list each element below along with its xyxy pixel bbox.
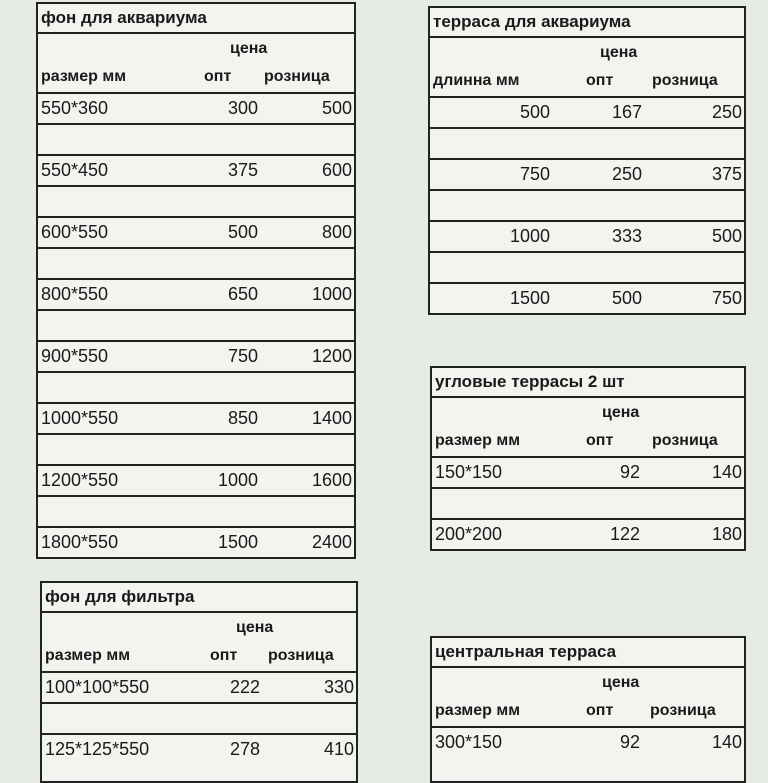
cell-retail: 1000 xyxy=(311,284,352,304)
table-row-empty xyxy=(38,249,354,280)
table-body xyxy=(430,98,744,313)
header-size: размер мм xyxy=(435,702,521,719)
cell-opt: 1500 xyxy=(217,532,258,552)
table-header xyxy=(42,613,356,673)
table-row-empty xyxy=(38,435,354,466)
cell-size: 300*150 xyxy=(435,732,503,752)
table-aquarium-background xyxy=(36,2,356,559)
table-row-empty xyxy=(38,311,354,342)
cell-size: 1800*550 xyxy=(41,532,119,552)
cell-size: 600*550 xyxy=(41,222,109,242)
table-row xyxy=(430,160,744,191)
header-size: длинна мм xyxy=(433,72,520,89)
cell-retail: 500 xyxy=(711,226,742,246)
table-row xyxy=(38,218,354,249)
header-price: цена xyxy=(230,40,268,57)
cell-opt: 250 xyxy=(611,164,642,184)
table-body xyxy=(42,673,356,764)
cell-size: 550*360 xyxy=(41,98,109,118)
cell-size: 100*100*550 xyxy=(45,677,150,697)
header-price: цена xyxy=(602,404,640,421)
table-title: фон для аквариума xyxy=(38,4,354,34)
cell-opt: 300 xyxy=(227,98,258,118)
header-price: цена xyxy=(602,674,640,691)
cell-opt: 333 xyxy=(611,226,642,246)
header-opt: опт xyxy=(586,702,614,719)
header-price: цена xyxy=(236,619,274,636)
cell-opt: 92 xyxy=(619,462,640,482)
cell-opt: 650 xyxy=(227,284,258,304)
cell-size: 150*150 xyxy=(435,462,503,482)
table-body xyxy=(432,728,744,757)
cell-size: 900*550 xyxy=(41,346,109,366)
cell-retail: 800 xyxy=(321,222,352,242)
table-row xyxy=(430,222,744,253)
cell-opt: 222 xyxy=(229,677,260,697)
header-opt: опт xyxy=(586,432,614,449)
table-row-empty xyxy=(430,191,744,222)
table-title: угловые террасы 2 шт xyxy=(432,368,744,398)
table-header xyxy=(430,38,744,98)
table-row xyxy=(38,404,354,435)
table-header xyxy=(432,668,744,728)
table-corner-terraces xyxy=(430,366,746,551)
table-central-terrace xyxy=(430,636,746,783)
table-body xyxy=(38,94,354,557)
table-row-empty xyxy=(430,253,744,284)
cell-opt: 278 xyxy=(229,739,260,759)
table-row-empty xyxy=(38,373,354,404)
cell-size: 500 xyxy=(519,102,550,122)
cell-retail: 500 xyxy=(321,98,352,118)
header-opt: опт xyxy=(204,68,232,85)
cell-opt: 122 xyxy=(609,524,640,544)
table-row xyxy=(38,156,354,187)
table-row xyxy=(38,280,354,311)
table-row xyxy=(38,466,354,497)
table-header xyxy=(432,398,744,458)
header-retail: розница xyxy=(652,432,718,449)
table-row xyxy=(430,98,744,129)
table-row xyxy=(432,458,744,489)
table-row-empty xyxy=(38,497,354,528)
header-opt: опт xyxy=(210,647,238,664)
header-size: размер мм xyxy=(41,68,127,85)
table-row-empty xyxy=(42,704,356,735)
cell-retail: 140 xyxy=(711,462,742,482)
cell-size: 550*450 xyxy=(41,160,109,180)
cell-opt: 92 xyxy=(619,732,640,752)
table-row xyxy=(38,528,354,557)
cell-opt: 167 xyxy=(611,102,642,122)
cell-retail: 375 xyxy=(711,164,742,184)
cell-retail: 250 xyxy=(711,102,742,122)
cell-size: 1000 xyxy=(509,226,550,246)
header-retail: розница xyxy=(652,72,718,89)
cell-size: 200*200 xyxy=(435,524,503,544)
header-price: цена xyxy=(600,44,638,61)
cell-retail: 140 xyxy=(711,732,742,752)
cell-size: 1000*550 xyxy=(41,408,119,428)
cell-size: 125*125*550 xyxy=(45,739,150,759)
header-size: размер мм xyxy=(45,647,131,664)
table-row-empty xyxy=(38,125,354,156)
cell-retail: 600 xyxy=(321,160,352,180)
table-row xyxy=(38,342,354,373)
cell-opt: 500 xyxy=(611,288,642,308)
table-filter-background xyxy=(40,581,358,783)
cell-opt: 375 xyxy=(227,160,258,180)
cell-size: 1200*550 xyxy=(41,470,119,490)
cell-size: 800*550 xyxy=(41,284,109,304)
cell-opt: 1000 xyxy=(217,470,258,490)
table-row xyxy=(432,520,744,549)
cell-size: 1500 xyxy=(509,288,550,308)
table-row xyxy=(38,94,354,125)
cell-retail: 410 xyxy=(323,739,354,759)
table-title: центральная терраса xyxy=(432,638,744,668)
table-aquarium-terrace xyxy=(428,6,746,315)
table-header xyxy=(38,34,354,94)
table-row-empty xyxy=(432,489,744,520)
cell-retail: 750 xyxy=(711,288,742,308)
header-opt: опт xyxy=(586,72,614,89)
table-body xyxy=(432,458,744,549)
header-retail: розница xyxy=(268,647,334,664)
table-title: фон для фильтра xyxy=(42,583,356,613)
table-row-empty xyxy=(430,129,744,160)
cell-retail: 1600 xyxy=(311,470,352,490)
cell-size: 750 xyxy=(519,164,550,184)
table-row xyxy=(42,673,356,704)
cell-opt: 500 xyxy=(227,222,258,242)
header-size: размер мм xyxy=(435,432,521,449)
cell-retail: 180 xyxy=(711,524,742,544)
table-row-empty xyxy=(38,187,354,218)
cell-opt: 850 xyxy=(227,408,258,428)
cell-retail: 1400 xyxy=(311,408,352,428)
table-row xyxy=(432,728,744,757)
header-retail: розница xyxy=(264,68,330,85)
cell-opt: 750 xyxy=(227,346,258,366)
cell-retail: 1200 xyxy=(311,346,352,366)
cell-retail: 2400 xyxy=(311,532,352,552)
header-retail: розница xyxy=(650,702,716,719)
table-row xyxy=(42,735,356,764)
table-title: терраса для аквариума xyxy=(430,8,744,38)
table-row xyxy=(430,284,744,313)
cell-retail: 330 xyxy=(323,677,354,697)
